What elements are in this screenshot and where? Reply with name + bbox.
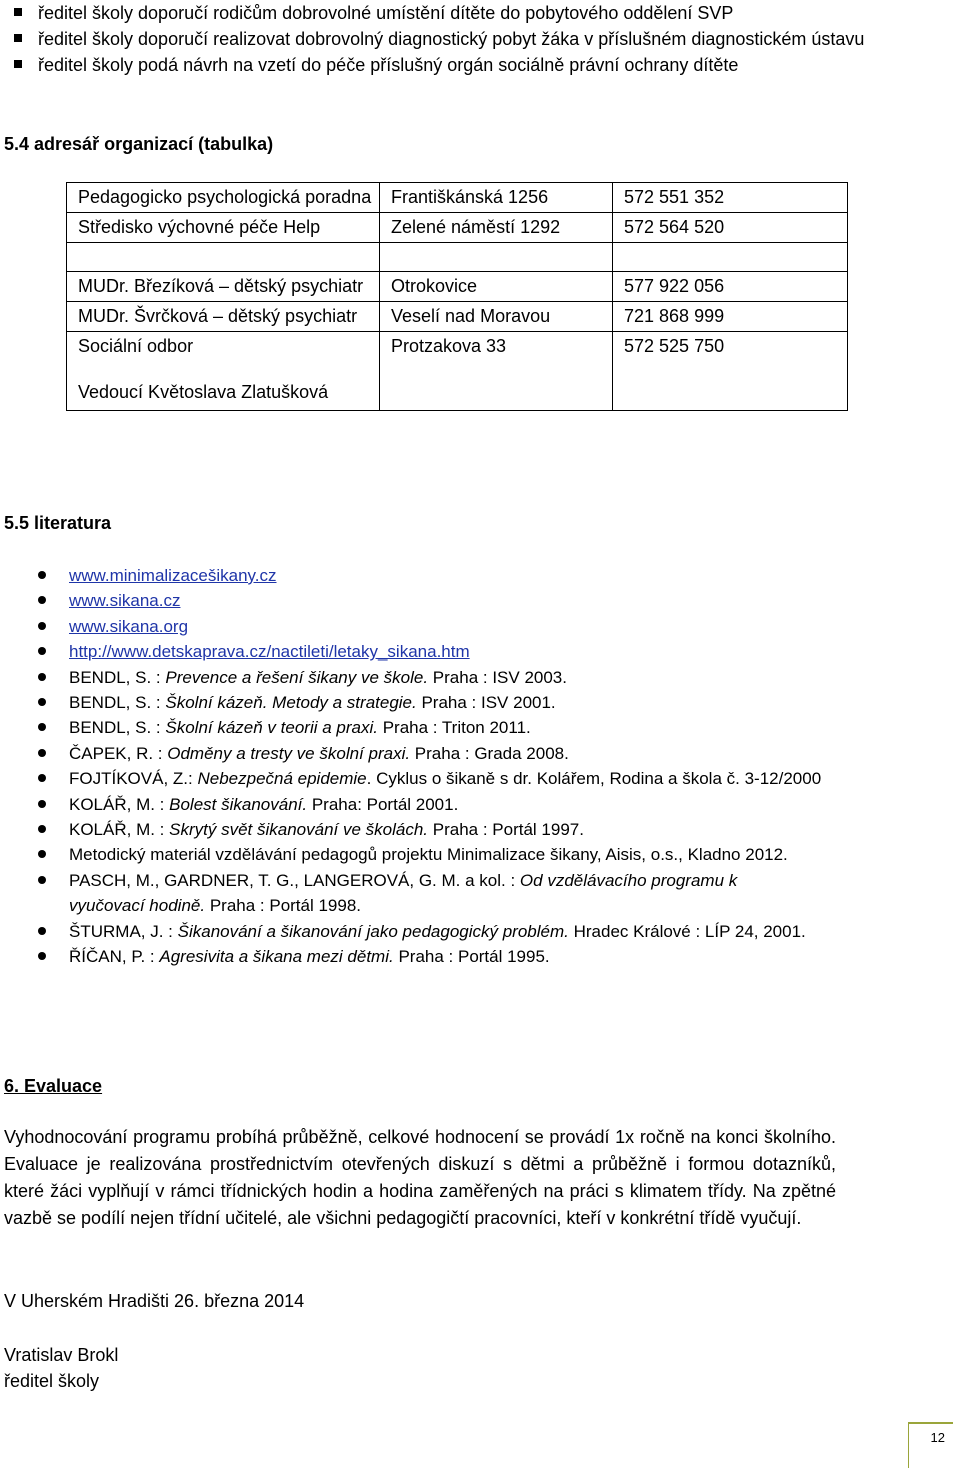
reference-item bbox=[38, 944, 898, 969]
reference-author: KOLÁŘ, M. : bbox=[69, 820, 170, 840]
reference-publisher: Praha : Triton 2011. bbox=[377, 718, 531, 738]
table-row bbox=[67, 183, 848, 213]
reference-item bbox=[38, 817, 898, 842]
bullet-icon bbox=[38, 800, 46, 808]
table-row bbox=[67, 302, 848, 332]
table-cell-address: Protzakova 33 bbox=[380, 332, 613, 411]
reference-item bbox=[38, 766, 829, 791]
reference-publisher: Praha : ISV 2003. bbox=[428, 667, 567, 687]
place-date: V Uherském Hradišti 26. března 2014 bbox=[4, 1291, 305, 1311]
table-cell-address: Františkánská 1256 bbox=[380, 183, 613, 213]
list-item bbox=[14, 52, 914, 78]
bullet-icon bbox=[38, 876, 46, 884]
table-cell-phone: 572 525 750 bbox=[613, 332, 848, 411]
table-cell-name: Středisko výchovné péče Help bbox=[67, 213, 380, 243]
reference-author: BENDL, S. : bbox=[69, 693, 166, 713]
bullet-icon bbox=[38, 927, 46, 935]
list-item bbox=[38, 563, 898, 588]
bullet-icon bbox=[38, 774, 46, 782]
section-heading-6: 6. Evaluace bbox=[4, 1076, 103, 1096]
reference-item bbox=[38, 690, 898, 715]
page-number-box bbox=[908, 1422, 953, 1468]
reference-item bbox=[38, 842, 839, 867]
reference-publisher: Praha : ISV 2001. bbox=[416, 693, 556, 713]
reference-author: ČAPEK, R. : bbox=[69, 743, 168, 763]
reference-title: Agresivita a šikana mezi dětmi. bbox=[159, 947, 394, 967]
reference-item bbox=[38, 715, 898, 740]
list-item-text: ředitel školy doporučí realizovat dobrovolný diagnostický pobyt žáka v příslušném diagnostickém ústavu bbox=[38, 29, 865, 49]
list-item bbox=[14, 26, 914, 52]
table-cell-name: MUDr. Březíková – dětský psychiatr bbox=[67, 272, 380, 302]
literature-link[interactable]: www.sikana.cz bbox=[69, 591, 181, 611]
literature-list bbox=[38, 563, 898, 970]
table-cell-address bbox=[380, 243, 613, 272]
bullet-icon bbox=[38, 952, 46, 960]
reference-title: Školní kázeň. Metody a strategie. bbox=[165, 693, 417, 713]
table-cell-address: Veselí nad Moravou bbox=[380, 302, 613, 332]
literature-link[interactable]: www.minimalizacešikany.cz bbox=[69, 566, 277, 585]
reference-publisher: Praha : Grada 2008. bbox=[410, 743, 569, 763]
reference-item bbox=[38, 919, 839, 944]
signature-name: Vratislav Brokl bbox=[4, 1345, 119, 1365]
reference-item bbox=[38, 792, 898, 817]
table-cell-name: Pedagogicko psychologická poradna bbox=[67, 183, 380, 213]
square-bullet-icon bbox=[14, 8, 22, 16]
section-heading-5-5: 5.5 literatura bbox=[4, 513, 112, 533]
bullet-icon bbox=[38, 723, 46, 731]
table-cell-address: Otrokovice bbox=[380, 272, 613, 302]
reference-title: Skrytý svět šikanování ve školách. bbox=[169, 820, 429, 840]
table-cell-phone: 577 922 056 bbox=[613, 272, 848, 302]
literature-link[interactable]: www.sikana.org bbox=[69, 616, 189, 636]
table-cell-note: Vedoucí Květoslava Zlatušková bbox=[78, 382, 329, 402]
signature-role: ředitel školy bbox=[4, 1371, 100, 1391]
section-heading-5-4: 5.4 adresář organizací (tabulka) bbox=[4, 134, 274, 154]
table-cell-phone bbox=[613, 243, 848, 272]
list-item bbox=[38, 588, 898, 613]
table-cell-name bbox=[67, 243, 380, 272]
bullet-icon bbox=[38, 749, 46, 757]
reference-author: ŘÍČAN, P. : bbox=[69, 947, 160, 967]
reference-author: PASCH, M., GARDNER, T. G., LANGEROVÁ, G. M. a kol. : bbox=[69, 870, 520, 890]
list-item bbox=[38, 614, 898, 639]
reference-publisher: Hradec Králové : LÍP 24, 2001. bbox=[568, 921, 806, 941]
reference-author: KOLÁŘ, M. : bbox=[69, 794, 170, 814]
reference-publisher: Praha: Portál 2001. bbox=[307, 794, 459, 814]
bullet-icon bbox=[38, 673, 46, 681]
list-item-text: ředitel školy podá návrh na vzetí do péče příslušný orgán sociálně právní ochrany dítěte bbox=[38, 55, 739, 75]
bullet-icon bbox=[38, 571, 46, 579]
reference-title: Od vzdělávacího programu k vyučovací hodině. bbox=[69, 870, 738, 916]
reference-author: BENDL, S. : bbox=[69, 667, 166, 687]
reference-publisher: . Cyklus o šikaně s dr. Kolářem, Rodina a škola č. 3-12/2000 bbox=[366, 769, 822, 789]
reference-item bbox=[38, 868, 789, 919]
top-bullet-list bbox=[14, 0, 914, 78]
list-item bbox=[38, 639, 898, 664]
bullet-icon bbox=[38, 698, 46, 706]
bullet-icon bbox=[38, 647, 46, 655]
table-cell-gap bbox=[78, 360, 379, 379]
reference-title: Bolest šikanování. bbox=[169, 794, 308, 814]
reference-title: Šikanování a šikanování jako pedagogický problém. bbox=[177, 921, 569, 941]
reference-title: Nebezpečná epidemie bbox=[197, 769, 367, 789]
bullet-icon bbox=[38, 850, 46, 858]
table-row bbox=[67, 332, 848, 411]
table-cell-phone: 572 564 520 bbox=[613, 213, 848, 243]
bullet-icon bbox=[38, 596, 46, 604]
table-cell-name-text: Sociální odbor bbox=[78, 336, 194, 356]
table-cell-phone: 721 868 999 bbox=[613, 302, 848, 332]
reference-publisher: Metodický materiál vzdělávání pedagogů projektu Minimalizace šikany, Aisis, o.s., Kladno 2012. bbox=[69, 845, 788, 865]
literature-link[interactable]: http://www.detskaprava.cz/nactileti/letaky_sikana.htm bbox=[69, 642, 470, 662]
table-cell-name: MUDr. Švrčková – dětský psychiatr bbox=[67, 302, 380, 332]
reference-publisher: Praha : Portál 1995. bbox=[393, 947, 550, 967]
table-cell-phone: 572 551 352 bbox=[613, 183, 848, 213]
table-cell-name bbox=[67, 332, 380, 411]
bullet-icon bbox=[38, 622, 46, 630]
list-item bbox=[14, 0, 914, 26]
reference-publisher: Praha : Portál 1998. bbox=[205, 896, 362, 916]
list-item-text: ředitel školy doporučí rodičům dobrovolné umístění dítěte do pobytového oddělení SVP bbox=[38, 3, 734, 23]
square-bullet-icon bbox=[14, 60, 22, 68]
table-cell-address: Zelené náměstí 1292 bbox=[380, 213, 613, 243]
page-number: 12 bbox=[930, 1430, 945, 1445]
reference-author: BENDL, S. : bbox=[69, 718, 166, 738]
reference-title: Prevence a řešení šikany ve škole. bbox=[165, 667, 429, 687]
evaluation-paragraph: Vyhodnocování programu probíhá průběžně, celkové hodnocení se provádí 1x ročně na konci školního. Evaluace je realizována prostřednictvím otevřených diskuzí s dětmi a průběžně i formou dotazníků, které žáci vyplňují v rámci třídnických hodin a hodina zaměřených na práci s klimatem třídy. Na zpětné vazbě se podílí nejen třídní učitelé, ale všichni pedagogičtí pracovníci, kteří v konkrétní třídě vyučují. bbox=[4, 1127, 836, 1228]
reference-item bbox=[38, 665, 898, 690]
address-table bbox=[66, 182, 848, 411]
bullet-icon bbox=[38, 825, 46, 833]
reference-title: Školní kázeň v teorii a praxi. bbox=[165, 718, 378, 738]
square-bullet-icon bbox=[14, 34, 22, 42]
reference-item bbox=[38, 741, 898, 766]
table-row bbox=[67, 272, 848, 302]
reference-title: Odměny a tresty ve školní praxi. bbox=[167, 743, 411, 763]
reference-author: ŠTURMA, J. : bbox=[69, 921, 178, 941]
table-row-empty bbox=[67, 243, 848, 272]
reference-publisher: Praha : Portál 1997. bbox=[428, 820, 584, 840]
reference-author: FOJTÍKOVÁ, Z.: bbox=[69, 769, 198, 789]
table-row bbox=[67, 213, 848, 243]
